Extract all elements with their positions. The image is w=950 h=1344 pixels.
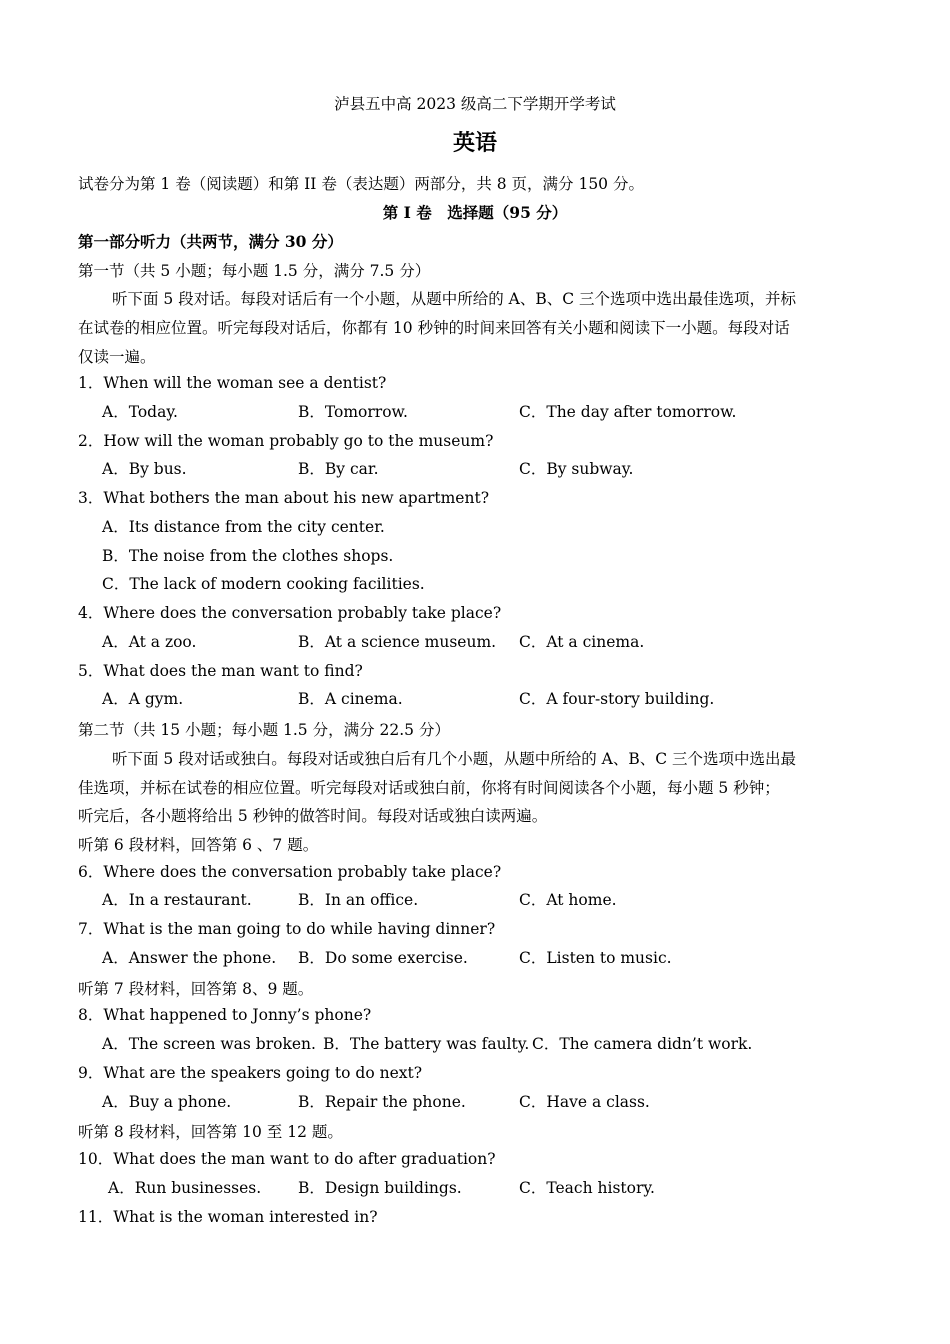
section2-instruction: 听完后，各小题将给出 5 秒钟的做答时间。每段对话或独白读两遍。 (78, 807, 548, 825)
question-stem: 1．When will the woman see a dentist? (78, 374, 387, 392)
option-c: C．A four-story building. (519, 690, 715, 708)
material-heading: 听第 8 段材料，回答第 10 至 12 题。 (78, 1123, 343, 1141)
option-a: A．Answer the phone. (102, 949, 277, 967)
material-heading: 听第 7 段材料，回答第 8、9 题。 (78, 980, 314, 998)
question-stem: 3．What bothers the man about his new apartment? (78, 489, 489, 507)
question-stem: 2．How will the woman probably go to the museum? (78, 432, 494, 450)
question-stem: 4．Where does the conversation probably take place? (78, 604, 502, 622)
option-b: B．The noise from the clothes shops. (102, 547, 394, 565)
option-c: C．The day after tomorrow. (519, 403, 737, 421)
question-stem: 11．What is the woman interested in? (78, 1208, 378, 1226)
section1-title: 第一节（共 5 小题；每小题 1.5 分，满分 7.5 分） (78, 262, 431, 280)
option-a: A．The screen was broken. (102, 1035, 316, 1053)
option-b: B．The battery was faulty. (323, 1035, 530, 1053)
option-c: C．Teach history. (519, 1179, 655, 1197)
question-stem: 9．What are the speakers going to do next? (78, 1064, 423, 1082)
option-b: B．Do some exercise. (298, 949, 468, 967)
option-c: C．At a cinema. (519, 633, 645, 651)
section2-instruction: 佳选项，并标在试卷的相应位置。听完每段对话或独白前，你将有时间阅读各个小题，每小题 5 秒钟； (78, 779, 780, 797)
option-b: B．At a science museum. (298, 633, 497, 651)
question-stem: 10．What does the man want to do after graduation? (78, 1150, 496, 1168)
option-a: A．Run businesses. (108, 1179, 262, 1197)
question-stem: 6．Where does the conversation probably take place? (78, 863, 502, 881)
question-stem: 5．What does the man want to find? (78, 662, 363, 680)
option-b: B．In an office. (298, 891, 419, 909)
option-b: B．A cinema. (298, 690, 403, 708)
option-c: C．Have a class. (519, 1093, 650, 1111)
option-a: A．A gym. (102, 690, 184, 708)
section1-instruction: 在试卷的相应位置。听完每段对话后，你都有 10 秒钟的时间来回答有关小题和阅读下一小题。每段对话 (78, 319, 790, 337)
option-a: A．Its distance from the city center. (102, 518, 385, 536)
option-a: A．By bus. (102, 460, 187, 478)
option-a: A．Today. (102, 403, 178, 421)
section2-title: 第二节（共 15 小题；每小题 1.5 分，满分 22.5 分） (78, 721, 450, 739)
option-c: C．The camera didn’t work. (532, 1035, 753, 1053)
question-stem: 8．What happened to Jonny’s phone? (78, 1006, 372, 1024)
option-a: A．In a restaurant. (102, 891, 252, 909)
section1-instruction: 听下面 5 段对话。每段对话后有一个小题，从题中所给的 A、B、C 三个选项中选出最佳选项，并标 (112, 290, 797, 308)
option-c: C．The lack of modern cooking facilities. (102, 575, 425, 593)
school-line: 泸县五中高 2023 级高二下学期开学考试 (334, 95, 616, 113)
option-b: B．Tomorrow. (298, 403, 408, 421)
exam-intro: 试卷分为第 1 卷（阅读题）和第 II 卷（表达题）两部分，共 8 页，满分 150 分。 (78, 175, 644, 193)
option-b: B．Repair the phone. (298, 1093, 466, 1111)
section2-instruction: 听下面 5 段对话或独白。每段对话或独白后有几个小题，从题中所给的 A、B、C 三个选项中选出最 (112, 750, 797, 768)
option-b: B．By car. (298, 460, 379, 478)
option-b: B．Design buildings. (298, 1179, 462, 1197)
subject-title: 英语 (452, 130, 497, 156)
part1-title: 第一部分听力（共两节，满分 30 分） (78, 232, 343, 251)
material-heading: 听第 6 段材料，回答第 6 、7 题。 (78, 836, 319, 854)
option-c: C．At home. (519, 891, 617, 909)
option-c: C．Listen to music. (519, 949, 672, 967)
volume-title: 第 I 卷 选择题（95 分） (382, 203, 568, 222)
option-a: A．Buy a phone. (102, 1093, 232, 1111)
question-stem: 7．What is the man going to do while having dinner? (78, 920, 496, 938)
option-a: A．At a zoo. (102, 633, 197, 651)
section1-instruction: 仅读一遍。 (78, 348, 156, 366)
option-c: C．By subway. (519, 460, 634, 478)
